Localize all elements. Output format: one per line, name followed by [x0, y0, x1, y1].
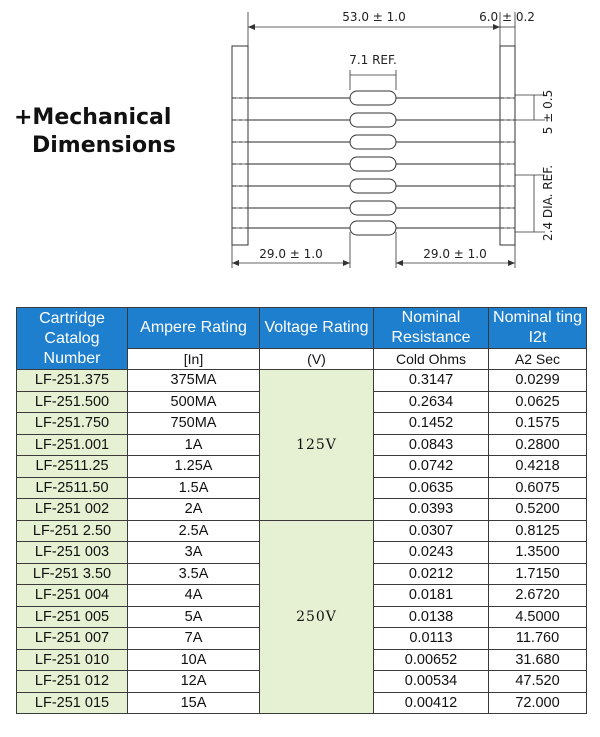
table-body	[17, 370, 587, 714]
cell-resistance: 0.1452	[374, 413, 489, 435]
fuse-body	[350, 179, 396, 193]
cell-catalog: LF-251 002	[17, 499, 128, 521]
cell-catalog: LF-251 012	[17, 671, 128, 693]
header-i2t: Nominal ting I2t	[489, 308, 587, 349]
lead-right-label: 29.0 ± 1.0	[423, 247, 487, 261]
cell-ampere: 3A	[128, 542, 260, 564]
cell-resistance: 0.00652	[374, 649, 489, 671]
left-tape-strip	[232, 46, 248, 245]
fuse-body	[350, 91, 396, 105]
cell-resistance: 0.0742	[374, 456, 489, 478]
cell-ampere: 375MA	[128, 370, 260, 392]
cell-ampere: 2A	[128, 499, 260, 521]
unit-ampere: [In]	[128, 349, 260, 370]
cell-ampere: 500MA	[128, 391, 260, 413]
cell-i2t: 0.4218	[489, 456, 587, 478]
fuse-rows	[232, 91, 515, 235]
section-title-line1: +Mechanical	[14, 105, 172, 130]
cell-resistance: 0.0307	[374, 520, 489, 542]
cell-ampere: 3.5A	[128, 563, 260, 585]
cell-i2t: 2.6720	[489, 585, 587, 607]
cell-resistance: 0.0181	[374, 585, 489, 607]
unit-resistance: Cold Ohms	[374, 349, 489, 370]
lead-pitch-label: 5 ± 0.5	[541, 89, 555, 135]
cell-i2t: 0.0299	[489, 370, 587, 392]
cell-resistance: 0.0113	[374, 628, 489, 650]
cell-ampere: 12A	[128, 671, 260, 693]
cell-ampere: 5A	[128, 606, 260, 628]
cell-catalog: LF-2511.25	[17, 456, 128, 478]
table-row	[17, 520, 587, 542]
cell-catalog: LF-251 2.50	[17, 520, 128, 542]
header-catalog: Cartridge Catalog Number	[17, 308, 128, 370]
fuse-body	[350, 221, 396, 235]
cell-voltage: 250V	[260, 520, 374, 714]
cell-ampere: 10A	[128, 649, 260, 671]
cell-catalog: LF-251.375	[17, 370, 128, 392]
cell-resistance: 0.3147	[374, 370, 489, 392]
cell-ampere: 1A	[128, 434, 260, 456]
table-row	[17, 370, 587, 392]
lead-left-label: 29.0 ± 1.0	[259, 247, 323, 261]
cell-resistance: 0.2634	[374, 391, 489, 413]
cell-ampere: 750MA	[128, 413, 260, 435]
cell-catalog: LF-251 3.50	[17, 563, 128, 585]
cell-resistance: 0.00412	[374, 692, 489, 714]
cell-i2t: 1.7150	[489, 563, 587, 585]
fuse-body	[350, 157, 396, 171]
cell-i2t: 0.8125	[489, 520, 587, 542]
right-tape-strip	[500, 46, 515, 245]
cell-resistance: 0.0212	[374, 563, 489, 585]
cell-resistance: 0.0843	[374, 434, 489, 456]
cell-catalog: LF-251 004	[17, 585, 128, 607]
cell-ampere: 1.25A	[128, 456, 260, 478]
cell-ampere: 7A	[128, 628, 260, 650]
fuse-body	[350, 201, 396, 215]
header-resistance: Nominal Resistance	[374, 308, 489, 349]
cell-catalog: LF-251 005	[17, 606, 128, 628]
cell-catalog: LF-251.750	[17, 413, 128, 435]
cell-ampere: 1.5A	[128, 477, 260, 499]
cell-i2t: 47.520	[489, 671, 587, 693]
overall-length-label: 53.0 ± 1.0	[342, 10, 406, 24]
cell-i2t: 0.6075	[489, 477, 587, 499]
cell-resistance: 0.0138	[374, 606, 489, 628]
fuse-body	[350, 113, 396, 127]
cell-i2t: 72.000	[489, 692, 587, 714]
cell-catalog: LF-2511.50	[17, 477, 128, 499]
cell-i2t: 0.1575	[489, 413, 587, 435]
cell-ampere: 4A	[128, 585, 260, 607]
cell-catalog: LF-251.001	[17, 434, 128, 456]
cell-ampere: 2.5A	[128, 520, 260, 542]
cell-resistance: 0.0393	[374, 499, 489, 521]
cell-i2t: 4.5000	[489, 606, 587, 628]
cell-i2t: 0.0625	[489, 391, 587, 413]
unit-voltage: (V)	[260, 349, 374, 370]
lead-dia-label: 2.4 DIA. REF.	[541, 164, 555, 242]
mechanical-dimensions-drawing	[0, 0, 600, 300]
fuse-specification-table	[16, 307, 587, 714]
cell-catalog: LF-251 003	[17, 542, 128, 564]
cell-ampere: 15A	[128, 692, 260, 714]
cell-resistance: 0.00534	[374, 671, 489, 693]
unit-i2t: A2 Sec	[489, 349, 587, 370]
cell-i2t: 0.2800	[489, 434, 587, 456]
cell-i2t: 1.3500	[489, 542, 587, 564]
fuse-body	[350, 135, 396, 149]
cell-catalog: LF-251 015	[17, 692, 128, 714]
cell-catalog: LF-251 007	[17, 628, 128, 650]
cell-catalog: LF-251.500	[17, 391, 128, 413]
cell-resistance: 0.0635	[374, 477, 489, 499]
header-voltage: Voltage Rating	[260, 308, 374, 349]
header-ampere: Ampere Rating	[128, 308, 260, 349]
cell-resistance: 0.0243	[374, 542, 489, 564]
end-cap-label: 6.0 ± 0.2	[479, 10, 535, 24]
section-title-line2: Dimensions	[32, 133, 176, 158]
cell-i2t: 31.680	[489, 649, 587, 671]
cell-i2t: 0.5200	[489, 499, 587, 521]
cell-i2t: 11.760	[489, 628, 587, 650]
cell-catalog: LF-251 010	[17, 649, 128, 671]
body-ref-label: 7.1 REF.	[349, 53, 397, 67]
cell-voltage: 125V	[260, 370, 374, 521]
